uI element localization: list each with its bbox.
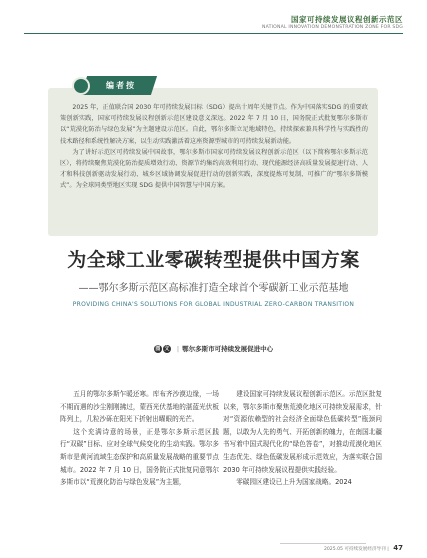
article-column-left: [60, 388, 219, 489]
editor-note-label: 编者按: [106, 81, 136, 90]
editor-note-badge: [72, 76, 154, 95]
byline-separator: |: [176, 345, 180, 353]
footer-issue: 2025.05 可持续发展经济导刊: [323, 547, 386, 552]
editor-paragraph: 2025 年，正值联合国 2030 年可持续发展目标（SDG）提出十周年关键节点。作为中国落实SDG 的重要政策创新实践，国家可持续发展议程创新示范区建设意义深远。2022 年 7 月 10 日，国务院正式批复鄂尔多斯市以“荒漠化防治与绿色发展”为主题建设示范区。自此，鄂尔多斯立足地域特色，持续探索兼具科学性与实践性的技术路径和系统性解决方案，以生动实践激活着这座资源型城市的可持续发展新动能。: [60, 104, 368, 145]
editor-note-text: [60, 102, 368, 192]
badge-dot-icon: [72, 77, 90, 95]
header-subtitle: NATIONAL INNOVATION DEMONSTRATION ZONE FOR SDG: [262, 25, 403, 30]
page-number: 47: [393, 544, 403, 552]
editor-paragraph: 为了讲好示范区可持续发展中国故事，鄂尔多斯市国家可持续发展议程创新示范区（以下简称鄂尔多斯示范区），将持续聚焦荒漠化防治提质增效行动、资源节约集约高效利用行动、现代能源经济高质量发展提速行动、人才和科技创新驱动发展行动、城乡区域协调发展促进行动的创新实践，深度提炼可复制、可推广的“鄂尔多斯模式”。为全球同类型地区实现 SDG 提供中国智慧与中国方案。: [60, 148, 368, 190]
byline: [0, 344, 427, 353]
footer: [324, 544, 403, 552]
header-divider: [24, 33, 403, 34]
body-paragraph: 五月的鄂尔多斯乍暖还寒。库布齐沙漠边缘，一场不期而遇的沙尘刚刚拂过，蒙西光伏基地的湛蓝光伏板阵列上，几粒沙砾在阳光下折射出曜眼的光芒。: [60, 390, 219, 424]
text-credit-icon: 文: [164, 346, 170, 352]
body-paragraph: 零碳园区建设已上升为国家战略。2024: [236, 478, 352, 487]
article-title-en: PROVIDING CHINA'S SOLUTIONS FOR GLOBAL INDUSTRIAL ZERO-CARBON TRANSITION: [72, 301, 355, 308]
byline-org: 鄂尔多斯市可持续发展促进中心: [182, 345, 274, 353]
body-paragraph: 建设国家可持续发展议程创新示范区。示范区批复以来，鄂尔多斯市聚焦荒漠化地区可持续发展需求，针对“资源依赖型的社会经济全面绿色低碳转型”瓶颈问题，以敢为人先的勇气、开拓创新的魄力，在南国北疆书写着中国式现代化的“绿色答卷”，对推动荒漠化地区生态优先、绿色低碳发展形成示范效应，为落实联合国 2030 年可持续发展议程提供实践经验。: [223, 390, 382, 474]
article-title: 为全球工业零碳转型提供中国方案: [67, 249, 360, 271]
body-paragraph: 这个充满诗意的场景，正是鄂尔多斯示范区践行“双碳”目标、应对全球气候变化的生动实践。鄂尔多斯市是黄河流域生态保护和高质量发展战略的重要节点城市。2022 年 7 月 10 日，国务院正式批复同意鄂尔多斯市以“荒漠化防治与绿色发展”为主题，: [60, 427, 219, 487]
article-subtitle: ——鄂尔多斯示范区高标准打造全球首个零碳新工业示范基地: [78, 283, 349, 294]
photo-credit-icon: 图: [155, 346, 161, 352]
footer-separator: |: [387, 547, 389, 552]
header-title: 国家可持续发展议程创新示范区: [291, 15, 403, 24]
article-column-right: [223, 388, 382, 489]
